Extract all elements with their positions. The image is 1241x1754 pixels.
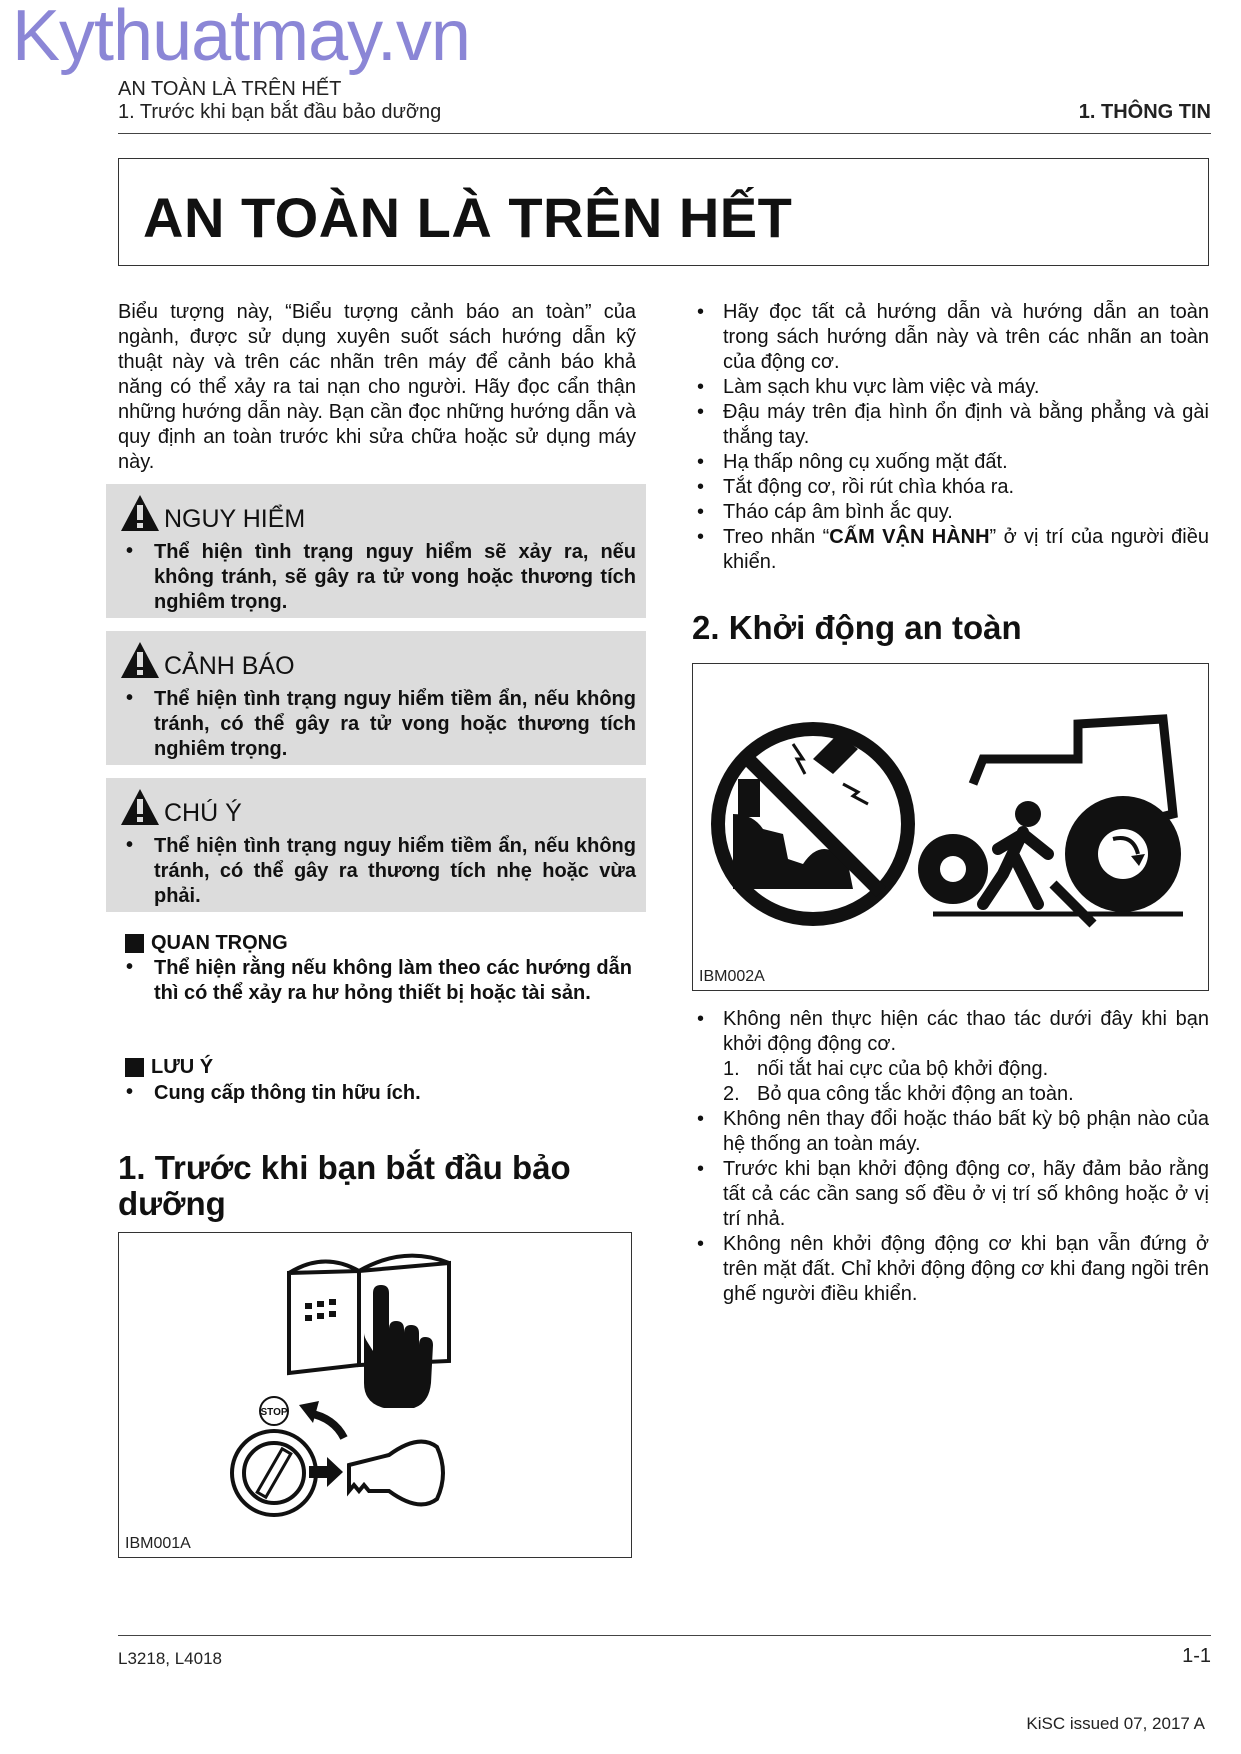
important-text: Thể hiện rằng nếu không làm theo các hướng dẫn thì có thể xảy ra hư hỏng thiết bị hoặc tài sản. [154, 957, 632, 1004]
footer-issued: KiSC issued 07, 2017 A [1026, 1714, 1205, 1733]
title-box [118, 158, 1209, 266]
safe-start-illustration [693, 664, 1207, 964]
list-item: • Làm sạch khu vực làm việc và máy. [695, 375, 1209, 400]
page-number: 1-1 [1182, 1645, 1211, 1667]
right-column [695, 300, 1209, 575]
danger-box [106, 484, 646, 618]
header-section: 1. Trước khi bạn bắt đầu bảo dưỡng [118, 101, 442, 123]
intro-paragraph: Biểu tượng này, “Biểu tượng cảnh báo an toàn” của ngành, được sử dụng xuyên suốt sách hướng dẫn kỹ thuật này và trên các nhãn trên máy để cảnh báo khả năng có thể xảy ra tai nạn cho người. Hãy đọc cẩn thận những hướng dẫn này. Bạn cần đọc những hướng dẫn và quy định an toàn trước khi sửa chữa hoặc sử dụng máy này. [118, 301, 636, 473]
list-item: • Tắt động cơ, rồi rút chìa khóa ra. [695, 475, 1209, 500]
tag-text-after: ” ở vị trí của người điều khiển. [723, 526, 1209, 573]
square-icon [125, 1058, 144, 1077]
figure-ibm002a [692, 663, 1209, 991]
caution-title: CHÚ Ý [164, 799, 242, 827]
warning-heading [120, 641, 295, 679]
section1-heading-wrap [118, 1150, 618, 1222]
note-heading [118, 1056, 213, 1079]
sub-item-number: 1. [723, 1058, 740, 1080]
section1-heading: 1. Trước khi bạn bắt đầu bảo dưỡng [118, 1149, 571, 1222]
list-item [695, 1007, 1209, 1107]
header-divider [118, 133, 1211, 134]
header-right: 1. THÔNG TIN [1078, 101, 1211, 123]
list-item: • Hãy đọc tất cả hướng dẫn và hướng dẫn an toàn trong sách hướng dẫn này và trên các nhãn an toàn của động cơ. [695, 300, 1209, 375]
caution-heading [120, 788, 242, 826]
tag-text-bold: CẤM VẬN HÀNH [829, 526, 990, 548]
footer-divider [118, 1635, 1211, 1636]
note-text: Cung cấp thông tin hữu ích. [154, 1082, 421, 1104]
square-icon [125, 934, 144, 953]
safe-start-bullet-list [695, 1007, 1209, 1307]
header-chapter: AN TOÀN LÀ TRÊN HẾT [118, 78, 342, 100]
danger-text: Thể hiện tình trạng nguy hiểm sẽ xảy ra, nếu không tránh, sẽ gây ra tử vong hoặc thương tích nghiêm trọng. [154, 541, 636, 613]
footer-model: L3218, L4018 [118, 1649, 222, 1668]
bullet-icon: • [126, 540, 134, 562]
list-item: • Không nên thay đổi hoặc tháo bất kỳ bộ phận nào của hệ thống an toàn máy. [695, 1107, 1209, 1157]
page-title: AN TOÀN LÀ TRÊN HẾT [143, 186, 793, 249]
running-header [118, 78, 441, 124]
danger-heading [120, 494, 305, 532]
caution-box [106, 778, 646, 912]
warning-box [106, 631, 646, 765]
bullet-icon: • [126, 687, 134, 709]
warning-text: Thể hiện tình trạng nguy hiểm tiềm ẩn, nếu không tránh, có thể gây ra tử vong hoặc thương tích nghiêm trọng. [154, 688, 636, 760]
danger-title: NGUY HIỂM [164, 505, 306, 533]
figure-ibm001a [118, 1232, 632, 1558]
important-heading [118, 932, 288, 955]
section2-heading-wrap [692, 610, 1022, 646]
list-item: • Tháo cáp âm bình ắc quy. [695, 500, 1209, 525]
section2-heading: 2. Khởi động an toàn [692, 609, 1022, 646]
maintenance-bullet-list [695, 300, 1209, 575]
sub-item-text: Bỏ qua công tắc khởi động an toàn. [757, 1083, 1074, 1105]
warning-triangle-icon [120, 788, 160, 826]
caution-text: Thể hiện tình trạng nguy hiểm tiềm ẩn, nếu không tránh, có thể gây ra thương tích nhẹ hoặc vừa phải. [154, 835, 636, 907]
warning-title: CẢNH BÁO [164, 652, 295, 680]
important-title: QUAN TRỌNG [151, 932, 288, 954]
list-item: • Hạ thấp nông cụ xuống mặt đất. [695, 450, 1209, 475]
list-item-text: Không nên thực hiện các thao tác dưới đây khi bạn khởi động động cơ. [723, 1008, 1209, 1055]
tag-text-before: Treo nhãn “ [723, 526, 830, 548]
list-item: • Đậu máy trên địa hình ổn định và bằng phẳng và gài thắng tay. [695, 400, 1209, 450]
figure-caption: IBM002A [699, 968, 765, 985]
list-item [695, 525, 1209, 575]
bullet-icon: • [126, 956, 134, 978]
bullet-icon: • [126, 834, 134, 856]
sub-item [723, 1057, 1209, 1082]
left-column [118, 300, 636, 475]
safe-start-list-wrap [695, 1007, 1209, 1307]
figure-caption: IBM001A [125, 1535, 191, 1552]
note-title: LƯU Ý [151, 1056, 214, 1078]
list-item: • Trước khi bạn khởi động động cơ, hãy đảm bảo rằng tất cả các cần sang số đều ở vị trí số không hoặc ở vị trí nhả. [695, 1157, 1209, 1232]
stop-label: STOP [260, 1407, 288, 1418]
warning-triangle-icon [120, 494, 160, 532]
sub-item [723, 1082, 1209, 1107]
manual-key-illustration [119, 1233, 630, 1533]
warning-triangle-icon [120, 641, 160, 679]
bullet-icon: • [126, 1081, 134, 1103]
sub-item-text: nối tắt hai cực của bộ khởi động. [757, 1058, 1049, 1080]
watermark: Kythuatmay.vn [12, 0, 470, 76]
list-item: • Không nên khởi động động cơ khi bạn vẫn đứng ở trên mặt đất. Chỉ khởi động động cơ khi đang ngồi trên ghế người điều khiển. [695, 1232, 1209, 1307]
sub-item-number: 2. [723, 1083, 740, 1105]
